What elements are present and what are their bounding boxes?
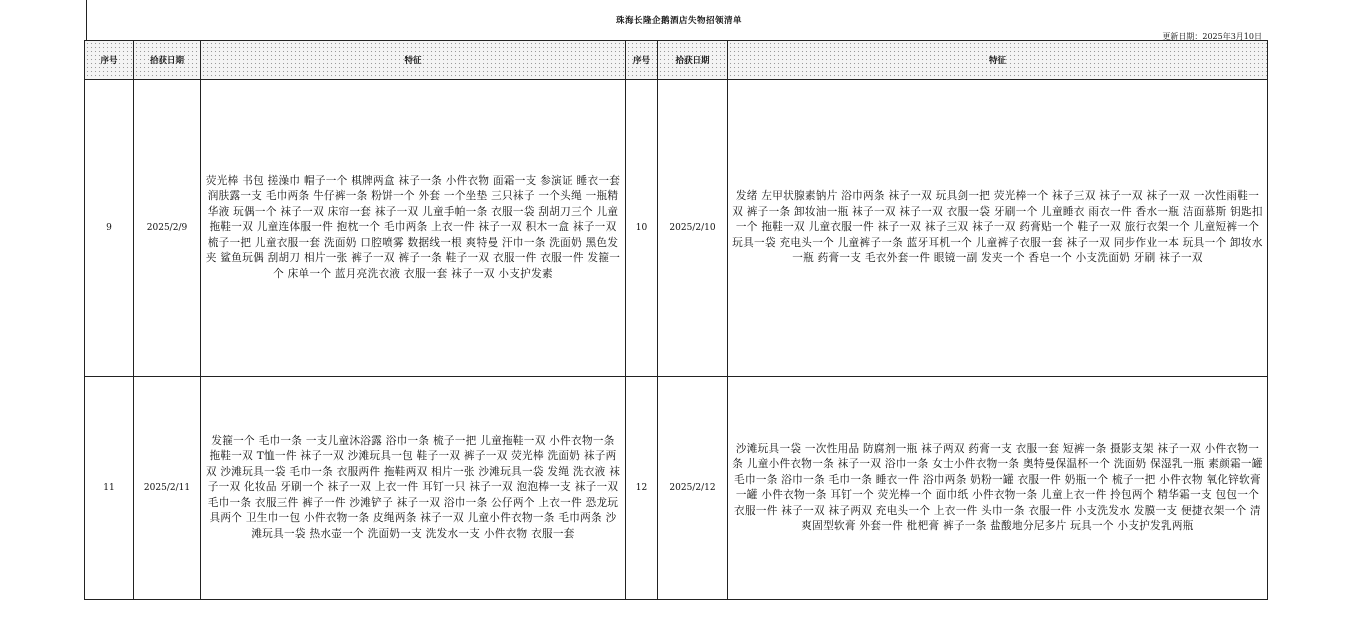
header-feature-right: 特征 — [728, 41, 1268, 80]
page-title: 珠海长隆企鹅酒店失物招领清单 — [615, 16, 742, 26]
row-date: 2025/2/10 — [658, 80, 728, 377]
header-feature-left: 特征 — [201, 41, 626, 80]
update-date: 更新日期：2025年3月10日 — [1162, 32, 1262, 41]
table-row — [85, 377, 1268, 600]
row-date: 2025/2/11 — [134, 377, 201, 600]
row-seq: 9 — [85, 80, 134, 377]
table-header-row — [85, 41, 1268, 80]
table-row — [85, 80, 1268, 377]
header-seq-right: 序号 — [626, 41, 658, 80]
header-date-right: 拾获日期 — [658, 41, 728, 80]
header-date-left: 拾获日期 — [134, 41, 201, 80]
row-feature: 荧光棒 书包 搓澡巾 帽子一个 棋牌两盒 袜子一条 小件衣物 面霜一支 参演证 睡衣一套 润肤露一支 毛巾两条 牛仔裤一条 粉饼一个 外套 一个坐垫 三只袜子 一个头绳 一瓶精华液 玩偶一个 袜子一双 床帘一套 袜子一双 儿童手帕一条 衣服一袋 刮胡刀三个 儿童拖鞋一双 儿童连体服一件 抱枕一个 毛巾两条 上衣一件 袜子一双 积木一盒 袜子一双 梳子一把 儿童衣服一套 洗面奶 口腔喷雾 数据线一根 爽特曼 汗巾一条 洗面奶 黑色发夹 鲨鱼玩偶 刮胡刀 相片一张 裤子一双 裤子一条 鞋子一双 衣服一件 衣服一件 发箍一个 床单一个 蓝月亮洗衣液 衣服一套 袜子一双 小支护发素 — [201, 80, 626, 377]
lost-found-table — [84, 40, 1268, 600]
row-seq: 11 — [85, 377, 134, 600]
row-feature: 发箍一个 毛巾一条 一支儿童沐浴露 浴巾一条 梳子一把 儿童拖鞋一双 小件衣物一条 拖鞋一双 T恤一件 袜子一双 沙滩玩具一包 鞋子一双 裤子一双 荧光棒 洗面奶 袜子两双 沙滩玩具一袋 毛巾一条 衣服两件 拖鞋两双 相片一张 沙滩玩具一袋 发绳 洗衣液 袜子一双 化妆品 牙刷一个 袜子一双 上衣一件 耳钉一只 袜子一双 泡泡棒一支 袜子一双 毛巾一条 衣服三件 裤子一件 沙滩铲子 袜子一双 浴巾一条 公仔两个 上衣一件 恐龙玩具两个 卫生巾一包 小件衣物一条 皮绳两条 袜子一双 儿童小件衣物一条 毛巾两条 沙滩玩具一袋 热水壶一个 洗面奶一支 洗发水一支 小件衣物 衣服一套 — [201, 377, 626, 600]
row-seq: 10 — [626, 80, 658, 377]
header-seq-left: 序号 — [85, 41, 134, 80]
row-feature: 发绪 左甲状腺素钠片 浴巾两条 袜子一双 玩具剑一把 荧光棒一个 袜子三双 袜子一双 袜子一双 一次性雨鞋一双 裤子一条 卸妆油一瓶 袜子一双 袜子一双 衣服一袋 牙刷一个 儿童睡衣 雨衣一件 香水一瓶 洁面慕斯 钥匙扣一个 拖鞋一双 儿童衣服一件 袜子一双 袜子三双 袜子一双 药膏贴一个 鞋子一双 旅行衣架一个 儿童短裤一个 玩具一袋 充电头一个 儿童裤子一条 蓝牙耳机一个 儿童裤子衣服一套 袜子一双 同步作业一本 玩具一个 卸妆水一瓶 药膏一支 毛衣外套一件 眼镜一副 发夹一个 香皂一个 小支洗面奶 牙刷 袜子一双 — [728, 80, 1268, 377]
row-seq: 12 — [626, 377, 658, 600]
row-feature: 沙滩玩具一袋 一次性用品 防腐剂一瓶 袜子两双 药膏一支 衣服一套 短裤一条 摄影支架 袜子一双 小件衣物一条 儿童小件衣物一条 袜子一双 浴巾一条 女士小件衣物一条 奥特曼保温杯一个 洗面奶 保湿乳一瓶 素颜霜一罐 毛巾一条 浴巾一条 毛巾一条 睡衣一件 浴巾两条 奶粉一罐 衣服一件 奶瓶一个 梳子一把 小件衣物 氧化锌软膏一罐 小件衣物一条 耳钉一个 荧光棒一个 面巾纸 小件衣物一条 儿童上衣一件 拎包两个 精华霜一支 包包一个 衣服一件 袜子一双 袜子两双 充电头一个 上衣一件 头巾一条 衣服一件 小支洗发水 发膜一支 便捷衣架一个 清爽固型软膏 外套一件 枇杷膏 裤子一条 盐酸地分尼多片 玩具一个 小支护发乳两瓶 — [728, 377, 1268, 600]
row-date: 2025/2/12 — [658, 377, 728, 600]
row-date: 2025/2/9 — [134, 80, 201, 377]
